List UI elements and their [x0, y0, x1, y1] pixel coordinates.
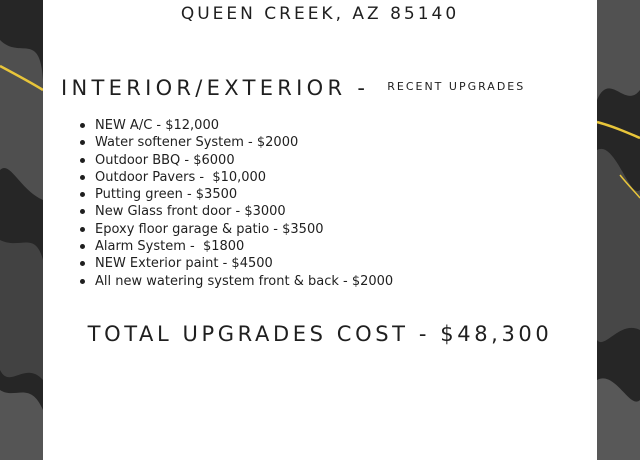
section-subtitle: RECENT UPGRADES — [387, 80, 526, 93]
upgrade-text: Alarm System - $1800 — [95, 239, 245, 255]
bullet-icon — [80, 261, 85, 266]
list-item — [95, 238, 393, 255]
upgrade-text: Outdoor Pavers - $10,000 — [95, 169, 267, 185]
bullet-icon — [80, 123, 85, 128]
bullet-icon — [80, 175, 85, 180]
listing-card — [43, 0, 597, 460]
list-item — [95, 169, 393, 186]
bullet-icon — [80, 192, 85, 197]
bullet-icon — [80, 244, 85, 249]
total-cost: TOTAL UPGRADES COST - $48,300 — [87, 322, 553, 346]
upgrade-text: New Glass front door - $3000 — [95, 204, 286, 220]
list-item — [95, 186, 393, 203]
bullet-icon — [80, 140, 85, 145]
upgrade-text: Putting green - $3500 — [95, 187, 238, 203]
list-item — [95, 152, 393, 169]
bullet-icon — [80, 158, 85, 163]
list-item — [95, 134, 393, 151]
upgrades-list — [80, 117, 393, 290]
upgrade-text: Water softener System - $2000 — [95, 135, 299, 151]
upgrade-text: Outdoor BBQ - $6000 — [95, 152, 235, 168]
bullet-icon — [80, 227, 85, 232]
list-item — [95, 221, 393, 238]
list-item — [95, 203, 393, 220]
upgrade-text: All new watering system front & back - $2000 — [95, 273, 394, 289]
bullet-icon — [80, 209, 85, 214]
list-item — [95, 255, 393, 272]
upgrade-text: Epoxy floor garage & patio - $3500 — [95, 221, 324, 237]
upgrade-text: NEW A/C - $12,000 — [95, 118, 219, 133]
list-item — [95, 117, 393, 134]
list-item — [95, 273, 393, 290]
section-title: INTERIOR/EXTERIOR - — [61, 76, 370, 100]
section-heading — [61, 76, 525, 100]
address: QUEEN CREEK, AZ 85140 — [180, 4, 460, 24]
upgrade-text: NEW Exterior paint - $4500 — [95, 256, 273, 272]
bullet-icon — [80, 279, 85, 284]
